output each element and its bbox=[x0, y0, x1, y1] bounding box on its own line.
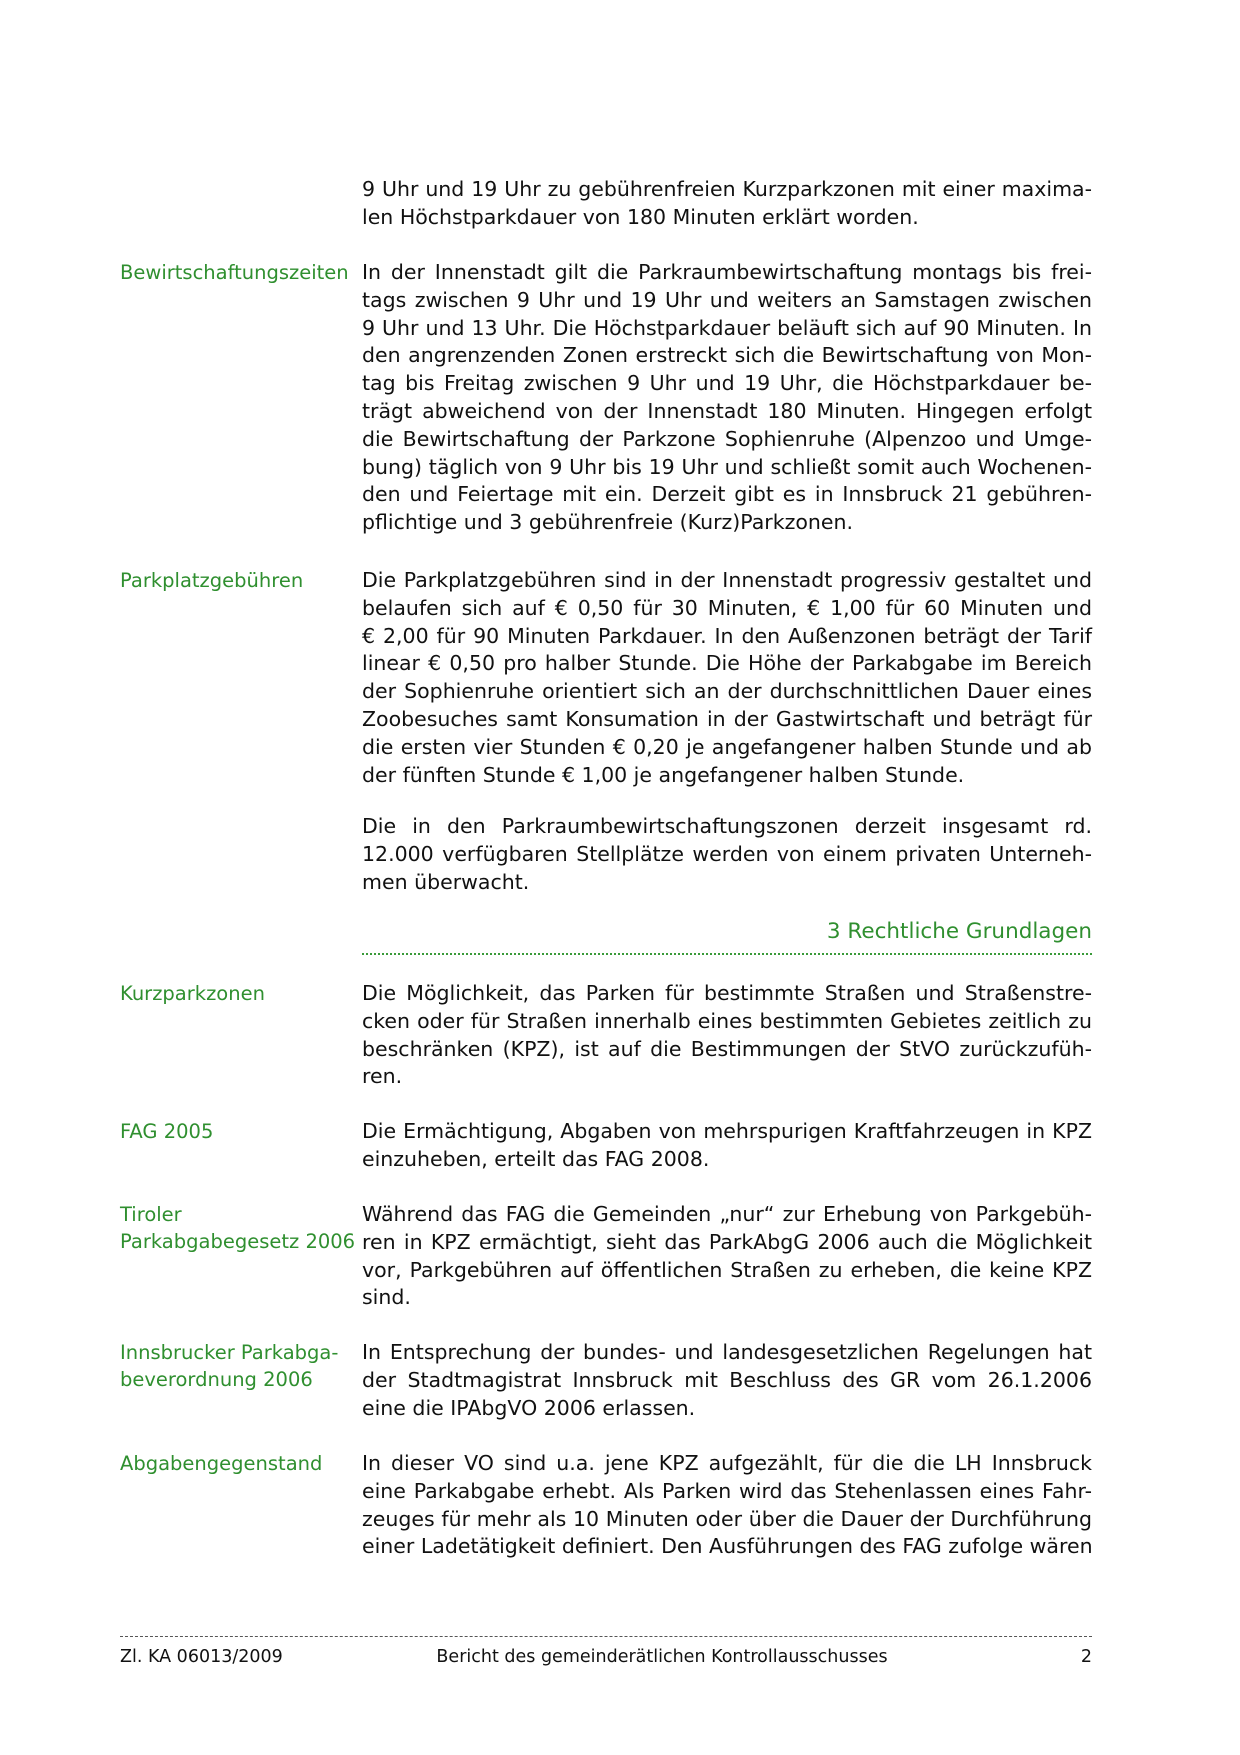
footer-rule bbox=[120, 1636, 1092, 1637]
text-line: ren. bbox=[362, 1064, 403, 1089]
text-line: vor, Parkgebühren auf öffentlichen Straßen zu erheben, die keine KPZ bbox=[362, 1257, 1092, 1282]
text-line: In der Innenstadt gilt die Parkraumbewirtschaftung montags bis frei- bbox=[362, 260, 1092, 284]
text-line: die ersten vier Stunden € 0,20 je angefangener halben Stunde und ab bbox=[362, 734, 1092, 759]
text-line: cken oder für Straßen innerhalb eines bestimmten Gebietes zeitlich zu bbox=[362, 1008, 1092, 1033]
text-line: einzuheben, erteilt das FAG 2008. bbox=[362, 1146, 710, 1171]
text-line: Die Ermächtigung, Abgaben von mehrspurigen Kraftfahrzeugen in KPZ bbox=[362, 1119, 1092, 1143]
text-line: 9 Uhr und 13 Uhr. Die Höchstparkdauer beläuft sich auf 90 Minuten. In bbox=[362, 315, 1092, 340]
footer-title: Bericht des gemeinderätlichen Kontrollausschusses bbox=[436, 1647, 888, 1667]
sidebar-label-tiroler: Tiroler Parkabgabegesetz 2006 bbox=[120, 1203, 356, 1253]
text-line: ren in KPZ ermächtigt, sieht das ParkAbgG 2006 auch die Möglichkeit bbox=[362, 1229, 1092, 1254]
text-line: 12.000 verfügbaren Stellplätze werden von einem privaten Unterneh- bbox=[362, 841, 1092, 866]
text-line: tags zwischen 9 Uhr und 19 Uhr und weiters an Samstagen zwischen bbox=[362, 287, 1092, 312]
innsbrucker-paragraph bbox=[362, 1339, 1092, 1422]
text-line: den angrenzenden Zonen erstreckt sich die Bewirtschaftung von Mon- bbox=[362, 343, 1092, 368]
sidebar-label-abgabengegenstand: Abgabengegenstand bbox=[120, 1452, 323, 1475]
text-line: eine die IPAbgVO 2006 erlassen. bbox=[362, 1395, 696, 1420]
text-line: beschränken (KPZ), ist auf die Bestimmungen der StVO zurückzufüh- bbox=[362, 1036, 1092, 1061]
gebuehren-paragraph bbox=[362, 567, 1092, 789]
text-line: den und Feiertage mit ein. Derzeit gibt es in Innsbruck 21 gebühren- bbox=[362, 482, 1092, 507]
sidebar-label-innsbrucker: Innsbrucker Parkabga- beverordnung 2006 bbox=[120, 1341, 339, 1391]
text-line: belaufen sich auf € 0,50 für 30 Minuten, € 1,00 für 60 Minuten und bbox=[362, 595, 1092, 620]
intro-paragraph bbox=[362, 176, 1092, 232]
section-heading: 3 Rechtliche Grundlagen bbox=[826, 919, 1092, 944]
text-line: len Höchstparkdauer von 180 Minuten erklärt worden. bbox=[362, 204, 919, 229]
text-line: Die Parkplatzgebühren sind in der Innenstadt progressiv gestaltet und bbox=[362, 568, 1092, 592]
kurzparkzonen-paragraph bbox=[362, 980, 1092, 1091]
text-line: die Bewirtschaftung der Parkzone Sophienruhe (Alpenzoo und Umge- bbox=[362, 426, 1092, 451]
footer-reference: Zl. KA 06013/2009 bbox=[120, 1647, 283, 1667]
bewirtschaftung-paragraph bbox=[362, 259, 1092, 537]
text-line: der fünften Stunde € 1,00 je angefangener halben Stunde. bbox=[362, 762, 965, 787]
text-line: linear € 0,50 pro halber Stunde. Die Höhe der Parkabgabe im Bereich bbox=[362, 651, 1092, 676]
text-line: In Entsprechung der bundes- und landesgesetzlichen Regelungen hat bbox=[362, 1340, 1092, 1364]
text-line: 9 Uhr und 19 Uhr zu gebührenfreien Kurzparkzonen mit einer maxima- bbox=[362, 177, 1092, 201]
section-heading-rule bbox=[362, 953, 1092, 955]
text-line: der Sophienruhe orientiert sich an der durchschnittlichen Dauer eines bbox=[362, 679, 1092, 704]
sidebar-label-kurzparkzonen: Kurzparkzonen bbox=[120, 982, 265, 1005]
text-line: tag bis Freitag zwischen 9 Uhr und 19 Uhr, die Höchstparkdauer be- bbox=[362, 371, 1092, 396]
text-line: zeuges für mehr als 10 Minuten oder über die Dauer der Durchführung bbox=[362, 1506, 1092, 1531]
sidebar-label-fag: FAG 2005 bbox=[120, 1120, 214, 1143]
text-line: bung) täglich von 9 Uhr bis 19 Uhr und schließt somit auch Wochenen- bbox=[362, 454, 1092, 479]
text-line: € 2,00 für 90 Minuten Parkdauer. In den Außenzonen beträgt der Tarif bbox=[362, 623, 1092, 648]
text-line: Die Möglichkeit, das Parken für bestimmte Straßen und Straßenstre- bbox=[362, 981, 1092, 1005]
fag-paragraph bbox=[362, 1118, 1092, 1174]
sidebar-label-parkplatzgebuehren: Parkplatzgebühren bbox=[120, 569, 304, 592]
text-line: Die in den Parkraumbewirtschaftungszonen derzeit insgesamt rd. bbox=[362, 814, 1092, 838]
text-line: eine Parkabgabe erhebt. Als Parken wird das Stehenlassen eines Fahr- bbox=[362, 1478, 1092, 1503]
abgabengegenstand-paragraph bbox=[362, 1450, 1092, 1561]
text-line: trägt abweichend von der Innenstadt 180 Minuten. Hingegen erfolgt bbox=[362, 398, 1092, 423]
text-line: einer Ladetätigkeit definiert. Den Ausführungen des FAG zufolge wären bbox=[362, 1534, 1093, 1559]
sidebar-label-bewirtschaftungszeiten: Bewirtschaftungszeiten bbox=[120, 261, 349, 284]
text-line: Zoobesuches samt Konsumation in der Gastwirtschaft und beträgt für bbox=[362, 706, 1092, 731]
text-line: sind. bbox=[362, 1285, 411, 1310]
page-number: 2 bbox=[1080, 1647, 1092, 1667]
text-line: pflichtige und 3 gebührenfreie (Kurz)Parkzonen. bbox=[362, 510, 853, 535]
stellplaetze-paragraph bbox=[362, 813, 1092, 896]
tiroler-paragraph bbox=[362, 1201, 1092, 1312]
text-line: men überwacht. bbox=[362, 869, 530, 894]
text-line: In dieser VO sind u.a. jene KPZ aufgezählt, für die die LH Innsbruck bbox=[362, 1451, 1092, 1475]
text-line: Während das FAG die Gemeinden „nur“ zur Erhebung von Parkgebüh- bbox=[362, 1202, 1092, 1226]
text-line: der Stadtmagistrat Innsbruck mit Beschluss des GR vom 26.1.2006 bbox=[362, 1367, 1092, 1392]
